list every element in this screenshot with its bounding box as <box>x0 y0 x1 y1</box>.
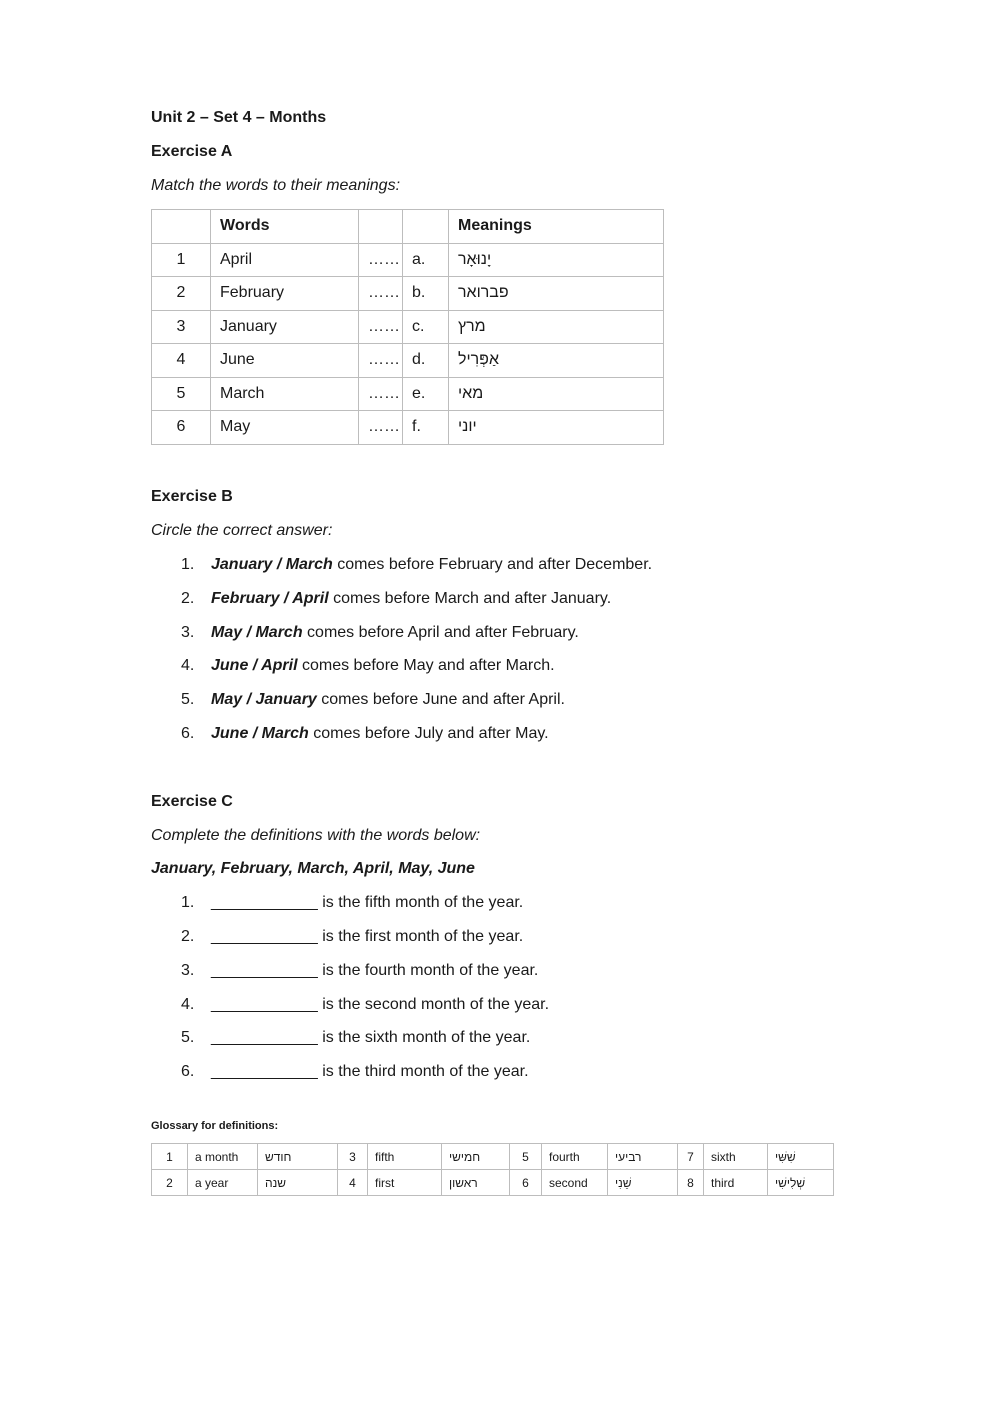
fill-in-blank[interactable]: ____________ <box>211 1063 318 1080</box>
hebrew-meaning: יוני <box>458 418 477 436</box>
row-number: 6 <box>152 411 211 445</box>
exercise-b-title: Exercise B <box>151 488 233 505</box>
table-row <box>152 344 664 378</box>
item-number: 6. <box>181 1063 195 1080</box>
definition-text: is the third month of the year. <box>317 1063 529 1080</box>
exercise-c-instruction: Complete the definitions with the words below: <box>151 827 481 844</box>
row-number: 3 <box>152 310 211 344</box>
item-number: 1. <box>181 556 195 573</box>
hebrew-meaning: מאי <box>458 384 484 402</box>
hebrew-meaning: יָנוּאָר <box>458 250 492 268</box>
item-number: 4. <box>181 657 195 674</box>
header-cell-empty <box>403 210 449 244</box>
glossary-english: sixth <box>704 1144 768 1170</box>
item-number: 1. <box>181 894 195 911</box>
item-number: 5. <box>181 691 195 708</box>
answer-blank[interactable]: …… <box>359 344 403 378</box>
header-cell-empty <box>359 210 403 244</box>
header-meanings: Meanings <box>449 210 664 244</box>
glossary-number: 7 <box>678 1144 704 1170</box>
table-header-row <box>152 210 664 244</box>
meaning-cell <box>449 344 664 378</box>
sentence-text: comes before June and after April. <box>316 691 565 708</box>
glossary-hebrew: שִׁשִּׁי <box>768 1144 834 1170</box>
glossary-number: 3 <box>338 1144 368 1170</box>
answer-blank[interactable]: …… <box>359 277 403 311</box>
glossary-row <box>152 1170 834 1196</box>
glossary-hebrew: חמישי <box>442 1144 510 1170</box>
word-cell: March <box>211 377 359 411</box>
answer-options[interactable]: June / April <box>211 657 298 674</box>
glossary-english: first <box>368 1170 442 1196</box>
glossary-number: 6 <box>510 1170 542 1196</box>
item-number: 5. <box>181 1029 195 1046</box>
word-cell: May <box>211 411 359 445</box>
hebrew-meaning: פברואר <box>458 284 509 302</box>
row-number: 5 <box>152 377 211 411</box>
meaning-cell <box>449 411 664 445</box>
exercise-a-title: Exercise A <box>151 143 233 160</box>
glossary-english: third <box>704 1170 768 1196</box>
word-cell: April <box>211 243 359 277</box>
meaning-letter: f. <box>403 411 449 445</box>
table-row <box>152 310 664 344</box>
answer-options[interactable]: May / March <box>211 624 303 641</box>
exercise-c-title: Exercise C <box>151 793 233 810</box>
header-cell-empty <box>152 210 211 244</box>
sentence-text: comes before May and after March. <box>297 657 555 674</box>
answer-blank[interactable]: …… <box>359 377 403 411</box>
fill-in-blank[interactable]: ____________ <box>211 1029 318 1046</box>
fill-in-blank[interactable]: ____________ <box>211 894 318 911</box>
fill-in-blank[interactable]: ____________ <box>211 962 318 979</box>
glossary-number: 8 <box>678 1170 704 1196</box>
sentence-text: comes before July and after May. <box>308 725 549 742</box>
meaning-letter: c. <box>403 310 449 344</box>
sentence-text: comes before March and after January. <box>328 590 612 607</box>
glossary-english: a year <box>188 1170 258 1196</box>
matching-table <box>151 209 664 445</box>
glossary-english: a month <box>188 1144 258 1170</box>
answer-blank[interactable]: …… <box>359 310 403 344</box>
hebrew-meaning: מרץ <box>458 317 486 335</box>
meaning-letter: e. <box>403 377 449 411</box>
glossary-number: 5 <box>510 1144 542 1170</box>
glossary-english: fourth <box>542 1144 608 1170</box>
word-bank: January, February, March, April, May, June <box>151 860 475 877</box>
answer-blank[interactable]: …… <box>359 411 403 445</box>
meaning-cell <box>449 377 664 411</box>
row-number: 4 <box>152 344 211 378</box>
fill-in-blank[interactable]: ____________ <box>211 928 318 945</box>
table-row <box>152 377 664 411</box>
word-cell: January <box>211 310 359 344</box>
item-number: 3. <box>181 624 195 641</box>
table-row <box>152 277 664 311</box>
glossary-number: 1 <box>152 1144 188 1170</box>
item-number: 2. <box>181 590 195 607</box>
word-cell: February <box>211 277 359 311</box>
meaning-letter: d. <box>403 344 449 378</box>
meaning-cell <box>449 310 664 344</box>
fill-in-blank[interactable]: ____________ <box>211 996 318 1013</box>
meaning-letter: a. <box>403 243 449 277</box>
answer-blank[interactable]: …… <box>359 243 403 277</box>
definition-text: is the second month of the year. <box>317 996 550 1013</box>
table-row <box>152 243 664 277</box>
glossary-hebrew: שְׁלִישִׁי <box>768 1170 834 1196</box>
meaning-cell <box>449 243 664 277</box>
glossary-hebrew: שנה <box>258 1170 338 1196</box>
definition-text: is the fourth month of the year. <box>317 962 539 979</box>
glossary-number: 2 <box>152 1170 188 1196</box>
meaning-cell <box>449 277 664 311</box>
answer-options[interactable]: May / January <box>211 691 317 708</box>
hebrew-meaning: אַפְּרִיל <box>458 351 499 369</box>
exercise-a-instruction: Match the words to their meanings: <box>151 177 401 194</box>
sentence-text: comes before April and after February. <box>302 624 579 641</box>
answer-options[interactable]: June / March <box>211 725 309 742</box>
glossary-hebrew: שֵׁנִי <box>608 1170 678 1196</box>
glossary-hebrew: חודש <box>258 1144 338 1170</box>
glossary-english: fifth <box>368 1144 442 1170</box>
row-number: 1 <box>152 243 211 277</box>
glossary-title: Glossary for definitions: <box>151 1120 279 1132</box>
definition-text: is the sixth month of the year. <box>317 1029 531 1046</box>
glossary-number: 4 <box>338 1170 368 1196</box>
word-cell: June <box>211 344 359 378</box>
glossary-hebrew: ראשון <box>442 1170 510 1196</box>
glossary-table <box>151 1143 834 1196</box>
table-row <box>152 411 664 445</box>
glossary-hebrew: רביעי <box>608 1144 678 1170</box>
item-number: 4. <box>181 996 195 1013</box>
answer-options[interactable]: February / April <box>211 590 329 607</box>
unit-title: Unit 2 – Set 4 – Months <box>151 109 327 126</box>
meaning-letter: b. <box>403 277 449 311</box>
glossary-english: second <box>542 1170 608 1196</box>
item-number: 2. <box>181 928 195 945</box>
item-number: 3. <box>181 962 195 979</box>
definition-text: is the fifth month of the year. <box>317 894 524 911</box>
glossary-row <box>152 1144 834 1170</box>
answer-options[interactable]: January / March <box>211 556 333 573</box>
row-number: 2 <box>152 277 211 311</box>
header-words: Words <box>211 210 359 244</box>
definition-text: is the first month of the year. <box>317 928 524 945</box>
item-number: 6. <box>181 725 195 742</box>
exercise-b-instruction: Circle the correct answer: <box>151 522 333 539</box>
sentence-text: comes before February and after December. <box>332 556 653 573</box>
